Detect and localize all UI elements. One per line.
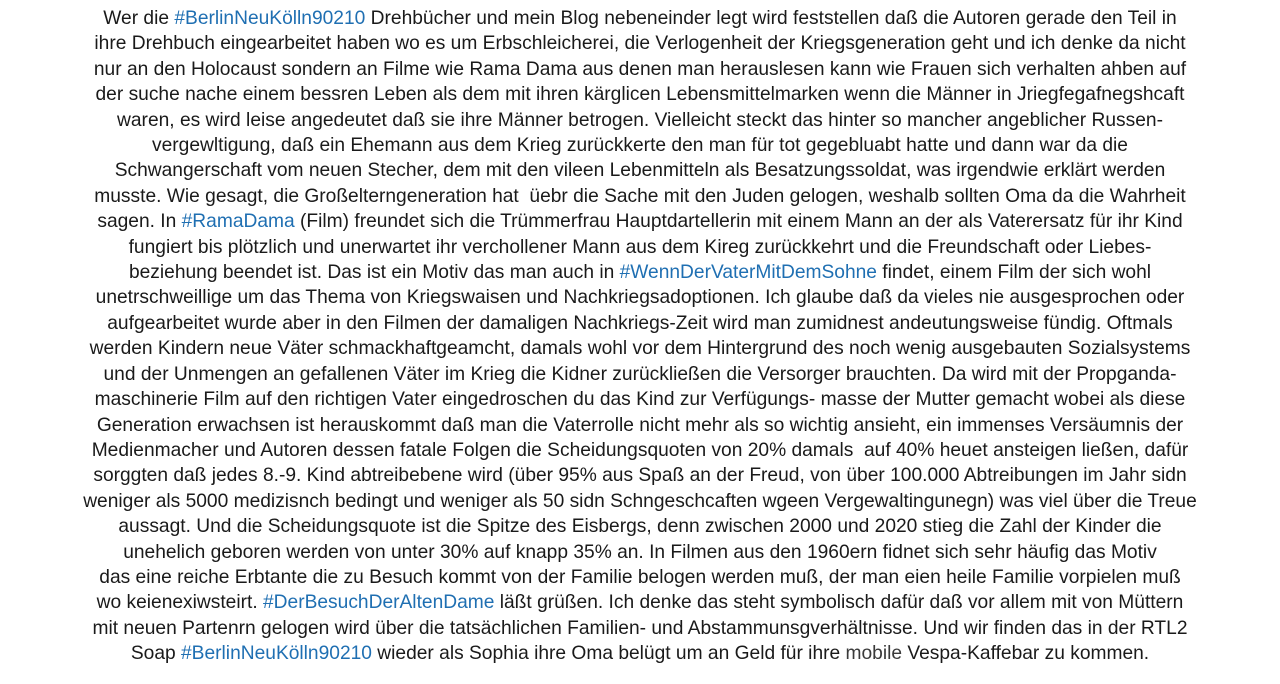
text-segment: der suche nache einem bessren Leben als dem mit ihren kärglicen Lebensmittelmarken wenn die Männer in Jriegfegafnegshcaft [95, 84, 1185, 106]
text-segment: läßt grüßen. Ich denke das steht symbolisch dafür daß vor allem mit von Müttern [494, 592, 1184, 614]
text-segment: weniger als 5000 medizisnch bedingt und weniger als 50 sidn Schngeschcaften wgeen Vergewaltingunegn) was viel über die Treue [83, 490, 1197, 512]
text-line [4, 438, 1276, 463]
text-segment: fungiert bis plötzlich und unerwartet ihr verchollener Mann aus dem Kireg zurückkehrt und die Freundschaft oder Liebes- [128, 236, 1152, 258]
text-segment: sagen. In [97, 211, 182, 233]
text-line [4, 565, 1276, 590]
text-line [4, 362, 1276, 387]
text-line [4, 413, 1276, 438]
text-line [4, 6, 1276, 31]
hashtag-link[interactable]: #BerlinNeuKölln90210 [174, 8, 366, 29]
text-segment: waren, es wird leise angedeutet daß sie ihre Männer betrogen. Vielleicht steckt das hinter so mancher angeblicher Russen- [117, 109, 1163, 131]
text-segment: ihre Drehbuch eingearbeitet haben wo es um Erbschleicherei, die Verlogenheit der Kriegsgeneration geht und ich denke da nicht [94, 33, 1186, 55]
text-line [4, 540, 1276, 565]
text-line [4, 31, 1276, 56]
text-line [4, 235, 1276, 260]
text-segment: Vespa-Kaffebar zu kommen. [902, 643, 1150, 665]
text-line [4, 82, 1276, 107]
text-segment: (Film) freundet sich die Trümmerfrau Hauptdartellerin mit einem Mann an der als Vaterersatz für ihr Kind [294, 211, 1183, 233]
text-line [4, 387, 1276, 412]
text-segment: beziehung beendet ist. Das ist ein Motiv das man auch in [128, 262, 620, 284]
text-segment: Medienmacher und Autoren dessen fatale Folgen die Scheidungsquoten von 20% damals auf 40% heuet ansteigen ließen, dafür [91, 439, 1189, 461]
text-segment: sorggten daß jedes 8.-9. Kind abtreibebene wird (über 95% aus Spaß an der Freud, von über 100.000 Abtreibungen im Jahr sidn [93, 465, 1187, 487]
text-line [4, 336, 1276, 361]
text-line [4, 489, 1276, 514]
text-line [4, 590, 1276, 615]
text-line [4, 616, 1276, 641]
hashtag-link[interactable]: #BerlinNeuKölln90210 [181, 643, 372, 665]
text-segment: mit neuen Partenrn gelogen wird über die tatsächlichen Familien- und Abstammunsgverhältnisse. Und wir finden das in der RTL2 [92, 617, 1188, 639]
text-segment: wo keienexiwsteirt. [96, 592, 263, 614]
text-segment: das eine reiche Erbtante die zu Besuch kommt von der Familie belogen werden muß, der man eien heile Familie vorpielen muß [99, 566, 1181, 588]
hashtag-link[interactable]: #DerBesuchDerAltenDame [263, 592, 495, 614]
text-segment: mobile [845, 643, 903, 665]
text-segment: unetrschweillige um das Thema von Kriegswaisen und Nachkriegsadoptionen. Ich glaube daß da vieles nie ausgesprochen oder [95, 287, 1185, 309]
text-line [4, 260, 1276, 285]
text-line [4, 641, 1276, 666]
text-segment: aufgearbeitet wurde aber in den Filmen der damaligen Nachkriegs-Zeit wird man zumidnest andeutungsweise fündig. Oftmals [107, 312, 1173, 334]
text-line [4, 158, 1276, 183]
text-segment: aussagt. Und die Scheidungsquote ist die Spitze des Eisbergs, denn zwischen 2000 und 2020 stieg die Zahl der Kinder die [118, 516, 1162, 538]
text-segment: Wer die [103, 8, 175, 29]
text-segment: vergewltigung, daß ein Ehemann aus dem Krieg zurückkerte den man für tot gegebluabt hatte und dann war da die [152, 135, 1128, 157]
text-segment: unehelich geboren werden von unter 30% auf knapp 35% an. In Filmen aus den 1960ern fidnet sich sehr häufig das Motiv [123, 541, 1157, 563]
text-segment: findet, einem Film der sich wohl [876, 262, 1152, 284]
text-segment: werden Kindern neue Väter schmackhaftgeamcht, damals wohl vor dem Hintergrund des noch wenig ausgebauten Sozialsystems [89, 338, 1191, 360]
text-segment: nur an den Holocaust sondern an Filme wie Rama Dama aus denen man herauslesen kann wie Frauen sich verhalten ahben auf [93, 58, 1187, 80]
text-line [4, 108, 1276, 133]
hashtag-link[interactable]: #WennDerVaterMitDemSohne [619, 262, 877, 284]
text-segment: musste. Wie gesagt, die Großelterngeneration hat üebr die Sache mit den Juden gelogen, weshalb sollten Oma da die Wahrheit [94, 185, 1186, 207]
text-segment: Generation erwachsen ist herauskommt daß man die Vaterrolle nicht mehr als so wichtig ansieht, ein immenses Versäumnis der [96, 414, 1184, 436]
text-line [4, 311, 1276, 336]
text-segment: Soap [130, 643, 182, 665]
text-segment: und der Unmengen an gefallenen Väter im Krieg die Kidner zurückließen die Versorger brauchten. Da wird mit der Propganda- [103, 363, 1177, 385]
text-line [4, 209, 1276, 234]
text-segment: maschinerie Film auf den richtigen Vater eingedroschen du das Kind zur Verfügungs- masse der Mutter gemacht wobei als diese [94, 389, 1186, 411]
text-segment: Schwangerschaft vom neuen Stecher, dem mit den vileen Lebenmitteln als Besatzungssoldat, was irgendwie erklärt werden [114, 160, 1166, 182]
text-line [4, 133, 1276, 158]
text-line [4, 463, 1276, 488]
body-paragraph [4, 6, 1276, 667]
text-line [4, 285, 1276, 310]
text-segment: Drehbücher und mein Blog nebeneinder legt wird feststellen daß die Autoren gerade den Teil in [365, 8, 1177, 29]
text-line [4, 57, 1276, 82]
text-line [4, 514, 1276, 539]
hashtag-link[interactable]: #RamaDama [181, 211, 295, 233]
text-segment: wieder als Sophia ihre Oma belügt um an Geld für ihre [371, 643, 846, 665]
text-line [4, 184, 1276, 209]
